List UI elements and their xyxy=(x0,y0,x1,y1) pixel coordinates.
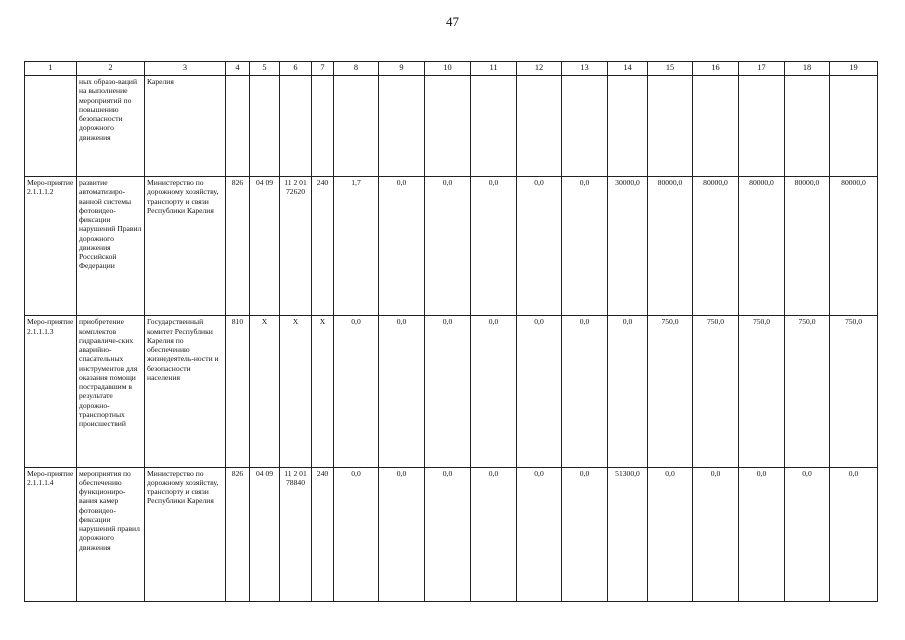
column-header-13: 13 xyxy=(562,62,608,76)
column-header-12: 12 xyxy=(517,62,562,76)
table-row xyxy=(25,467,878,601)
value-cell: 0,0 xyxy=(562,177,608,316)
measure-cell xyxy=(25,76,77,177)
column-header-11: 11 xyxy=(471,62,517,76)
vr-cell: 240 xyxy=(312,177,334,316)
value-cell: 0,0 xyxy=(517,177,562,316)
vr-cell: X xyxy=(312,316,334,467)
value-cell: 0,0 xyxy=(425,316,471,467)
value-cell: 51300,0 xyxy=(608,467,648,601)
value-cell: 0,0 xyxy=(648,467,693,601)
csr-cell xyxy=(280,76,312,177)
value-cell: 0,0 xyxy=(562,316,608,467)
csr-cell: X xyxy=(280,316,312,467)
value-cell: 0,0 xyxy=(562,467,608,601)
value-cell: 80000,0 xyxy=(648,177,693,316)
value-cell xyxy=(471,76,517,177)
value-cell: 80000,0 xyxy=(739,177,785,316)
value-cell: 0,0 xyxy=(334,467,379,601)
measure-cell: Меро-приятие 2.1.1.1.4 xyxy=(25,467,77,601)
value-cell: 0,0 xyxy=(739,467,785,601)
value-cell: 0,0 xyxy=(379,467,425,601)
value-cell: 0,0 xyxy=(471,316,517,467)
value-cell xyxy=(830,76,878,177)
value-cell: 750,0 xyxy=(648,316,693,467)
column-header-17: 17 xyxy=(739,62,785,76)
value-cell xyxy=(785,76,830,177)
column-header-15: 15 xyxy=(648,62,693,76)
value-cell: 750,0 xyxy=(739,316,785,467)
column-header-6: 6 xyxy=(280,62,312,76)
page-number: 47 xyxy=(446,14,459,29)
vr-cell: 240 xyxy=(312,467,334,601)
column-header-19: 19 xyxy=(830,62,878,76)
value-cell xyxy=(379,76,425,177)
value-cell: 80000,0 xyxy=(693,177,739,316)
value-cell: 0,0 xyxy=(425,467,471,601)
column-header-14: 14 xyxy=(608,62,648,76)
executor-cell: Карелия xyxy=(145,76,226,177)
grbs-cell: 810 xyxy=(226,316,250,467)
value-cell: 750,0 xyxy=(693,316,739,467)
value-cell: 0,0 xyxy=(379,177,425,316)
table-row xyxy=(25,316,878,467)
csr-cell: 11 2 01 78840 xyxy=(280,467,312,601)
value-cell: 30000,0 xyxy=(608,177,648,316)
vr-cell xyxy=(312,76,334,177)
rzpr-cell: 04 09 xyxy=(250,467,280,601)
value-cell: 0,0 xyxy=(830,467,878,601)
column-header-9: 9 xyxy=(379,62,425,76)
rzpr-cell: 04 09 xyxy=(250,177,280,316)
value-cell xyxy=(425,76,471,177)
rzpr-cell: X xyxy=(250,316,280,467)
column-header-7: 7 xyxy=(312,62,334,76)
column-header-16: 16 xyxy=(693,62,739,76)
value-cell: 0,0 xyxy=(785,467,830,601)
measure-cell: Меро-приятие 2.1.1.1.2 xyxy=(25,177,77,316)
column-header-8: 8 xyxy=(334,62,379,76)
name-cell: мероприятия по обеспечению функциониро-вания камер фотовидео-фиксации нарушений правил дорожного движения xyxy=(77,467,145,601)
value-cell xyxy=(739,76,785,177)
value-cell: 1,7 xyxy=(334,177,379,316)
value-cell xyxy=(648,76,693,177)
column-header-3: 3 xyxy=(145,62,226,76)
value-cell: 0,0 xyxy=(334,316,379,467)
value-cell: 0,0 xyxy=(517,467,562,601)
table-row xyxy=(25,76,878,177)
value-cell xyxy=(517,76,562,177)
value-cell: 0,0 xyxy=(471,467,517,601)
grbs-cell: 826 xyxy=(226,177,250,316)
grbs-cell: 826 xyxy=(226,467,250,601)
measure-cell: Меро-приятие 2.1.1.1.3 xyxy=(25,316,77,467)
value-cell: 80000,0 xyxy=(830,177,878,316)
table-row xyxy=(25,177,878,316)
column-header-10: 10 xyxy=(425,62,471,76)
value-cell: 0,0 xyxy=(471,177,517,316)
value-cell: 0,0 xyxy=(517,316,562,467)
column-header-18: 18 xyxy=(785,62,830,76)
executor-cell: Министерство по дорожному хозяйству, транспорту и связи Республики Карелия xyxy=(145,177,226,316)
executor-cell: Государственный комитет Республики Карелия по обеспечению жизнедеятель-ности и безопасности населения xyxy=(145,316,226,467)
name-cell: развитие автоматизиро-ванной системы фотовидео-фиксации нарушений Правил дорожного движения Российской Федерации xyxy=(77,177,145,316)
value-cell: 750,0 xyxy=(785,316,830,467)
value-cell: 0,0 xyxy=(425,177,471,316)
column-header-4: 4 xyxy=(226,62,250,76)
column-header-1: 1 xyxy=(25,62,77,76)
column-header-5: 5 xyxy=(250,62,280,76)
csr-cell: 11 2 01 72620 xyxy=(280,177,312,316)
value-cell xyxy=(334,76,379,177)
grbs-cell xyxy=(226,76,250,177)
value-cell: 0,0 xyxy=(608,316,648,467)
value-cell xyxy=(608,76,648,177)
name-cell: приобретение комплектов гидравличе-ских аварийно-спасательных инструментов для оказания помощи пострадавшим в результате дорожно-транспортных происшествий xyxy=(77,316,145,467)
executor-cell: Министерство по дорожному хозяйству, транспорту и связи Республики Карелия xyxy=(145,467,226,601)
value-cell xyxy=(693,76,739,177)
value-cell: 0,0 xyxy=(379,316,425,467)
value-cell: 0,0 xyxy=(693,467,739,601)
value-cell: 80000,0 xyxy=(785,177,830,316)
name-cell: ных образо-ваций на выполнение мероприятий по повышению безопасности дорожного движения xyxy=(77,76,145,177)
value-cell: 750,0 xyxy=(830,316,878,467)
budget-table xyxy=(24,61,878,602)
value-cell xyxy=(562,76,608,177)
table-header-row xyxy=(25,62,878,76)
column-header-2: 2 xyxy=(77,62,145,76)
rzpr-cell xyxy=(250,76,280,177)
